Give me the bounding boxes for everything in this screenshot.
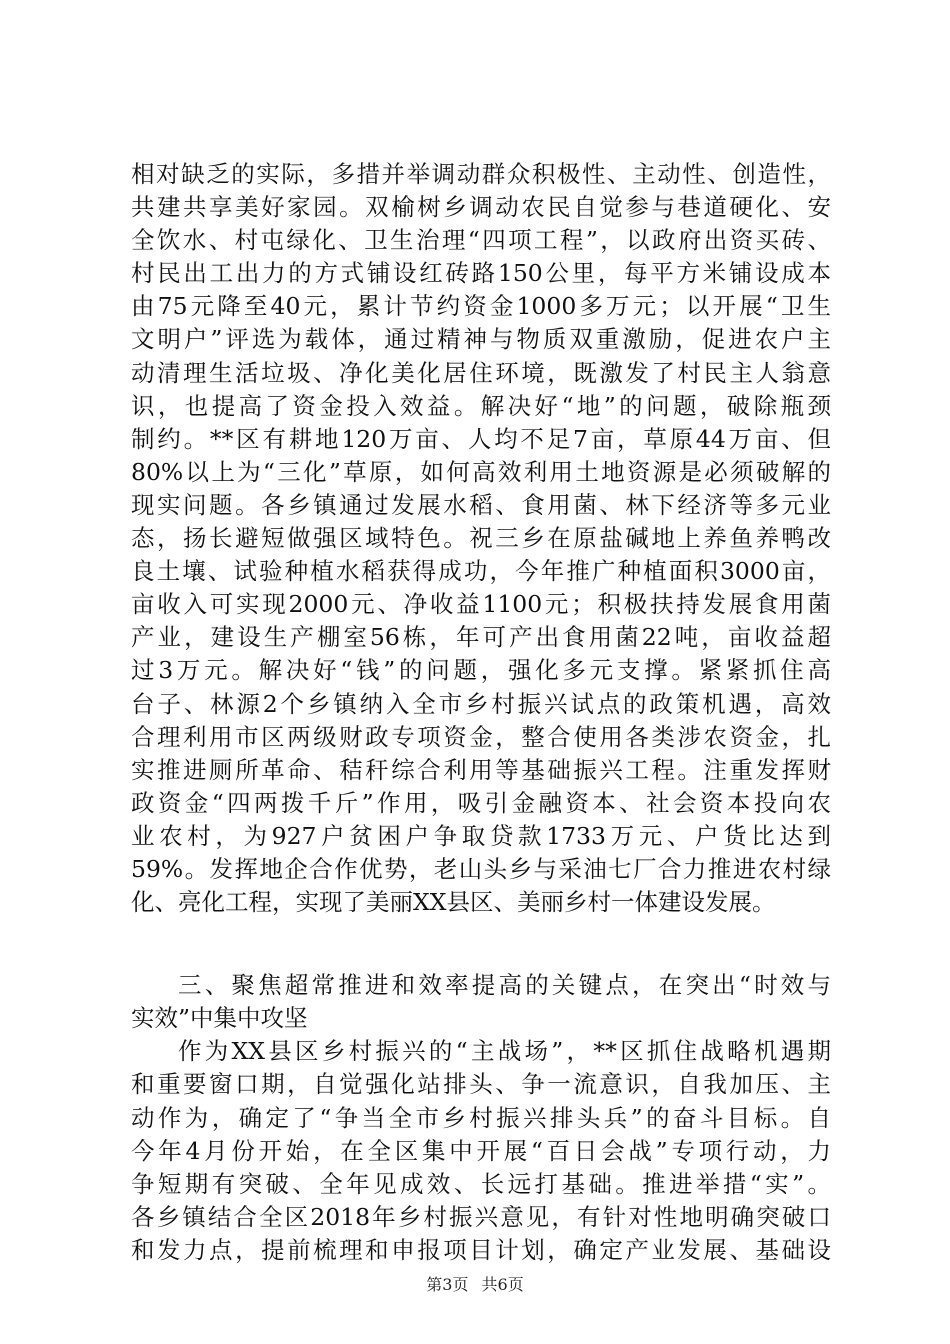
text-line: 59%。发挥地企合作优势，老山头乡与采油七厂合力推进农村绿 — [131, 854, 831, 883]
text-line: 共建共享美好家园。双榆树乡调动农民自觉参与巷道硬化、安 — [131, 193, 831, 222]
text-line: 和重要窗口期，自觉强化站排头、争一流意识，自我加压、主 — [131, 1070, 831, 1099]
page-total: 共6页 — [481, 1275, 524, 1294]
body-text — [131, 158, 831, 1267]
text-line: 相对缺乏的实际，多措并举调动群众积极性、主动性、创造性， — [131, 160, 831, 188]
text-line: 实效”中集中攻坚 — [131, 1004, 308, 1033]
text-line: 亩收入可实现2000元、净收益1100元；积极扶持发展食用菌 — [131, 590, 831, 619]
paragraph-1 — [131, 158, 831, 919]
text-line: 合理利用市区两级财政专项资金，整合使用各类涉农资金，扎 — [131, 722, 831, 751]
text-line: 作为XX县区乡村振兴的“主战场”，**区抓住战略机遇期 — [178, 1037, 831, 1066]
text-line: 各乡镇结合全区2018年乡村振兴意见，有针对性地明确突破口 — [131, 1202, 831, 1231]
page-footer — [0, 1274, 950, 1296]
paragraph-2 — [131, 1035, 831, 1267]
text-line: 动作为，确定了“争当全市乡村振兴排头兵”的奋斗目标。自 — [131, 1103, 831, 1132]
text-line: 80%以上为“三化”草原，如何高效利用土地资源是必须破解的 — [131, 457, 831, 486]
text-line: 台子、林源2个乡镇纳入全市乡村振兴试点的政策机遇，高效 — [131, 689, 831, 718]
paragraph-gap — [131, 919, 831, 969]
text-line: 业农村，为927户贫困户争取贷款1733万元、户货比达到 — [131, 821, 831, 850]
text-line: 现实问题。各乡镇通过发展水稻、食用菌、林下经济等多元业 — [131, 490, 831, 519]
text-line: 文明户”评选为载体，通过精神与物质双重激励，促进农户主 — [131, 325, 831, 354]
text-line: 和发力点，提前梳理和申报项目计划，确定产业发展、基础设 — [131, 1235, 831, 1264]
text-line: 村民出工出力的方式铺设红砖路150公里，每平方米铺设成本 — [131, 259, 831, 288]
text-line: 良土壤、试验种植水稻获得成功，今年推广种植面积3000亩， — [131, 557, 831, 586]
text-line: 过3万元。解决好“钱”的问题，强化多元支撑。紧紧抓住高 — [131, 656, 831, 685]
page-number: 第3页 — [426, 1275, 469, 1294]
text-line: 态，扬长避短做强区域特色。祝三乡在原盐碱地上养鱼养鸭改 — [131, 524, 831, 553]
text-line: 三、聚焦超常推进和效率提高的关键点，在突出“时效与 — [178, 971, 831, 1000]
text-line: 今年4月份开始，在全区集中开展“百日会战”专项行动，力 — [131, 1136, 831, 1165]
text-line: 识，也提高了资金投入效益。解决好“地”的问题，破除瓶颈 — [131, 391, 831, 420]
text-line: 化、亮化工程，实现了美丽XX县区、美丽乡村一体建设发展。 — [131, 888, 776, 917]
text-line: 产业，建设生产棚室56栋，年可产出食用菌22吨，亩收益超 — [131, 623, 831, 652]
text-line: 实推进厕所革命、秸秆综合利用等基础振兴工程。注重发挥财 — [131, 755, 831, 784]
text-line: 由75元降至40元，累计节约资金1000多万元；以开展“卫生 — [131, 292, 831, 321]
text-line: 全饮水、村屯绿化、卫生治理“四项工程”，以政府出资买砖、 — [131, 226, 831, 255]
text-line: 制约。**区有耕地120万亩、人均不足7亩，草原44万亩、但 — [131, 424, 831, 453]
text-line: 政资金“四两拨千斤”作用，吸引金融资本、社会资本投向农 — [131, 788, 831, 817]
section-heading — [131, 969, 831, 1035]
text-line: 动清理生活垃圾、净化美化居住环境，既激发了村民主人翁意 — [131, 358, 831, 387]
text-line: 争短期有突破、全年见成效、长远打基础。推进举措“实”。 — [131, 1169, 831, 1198]
